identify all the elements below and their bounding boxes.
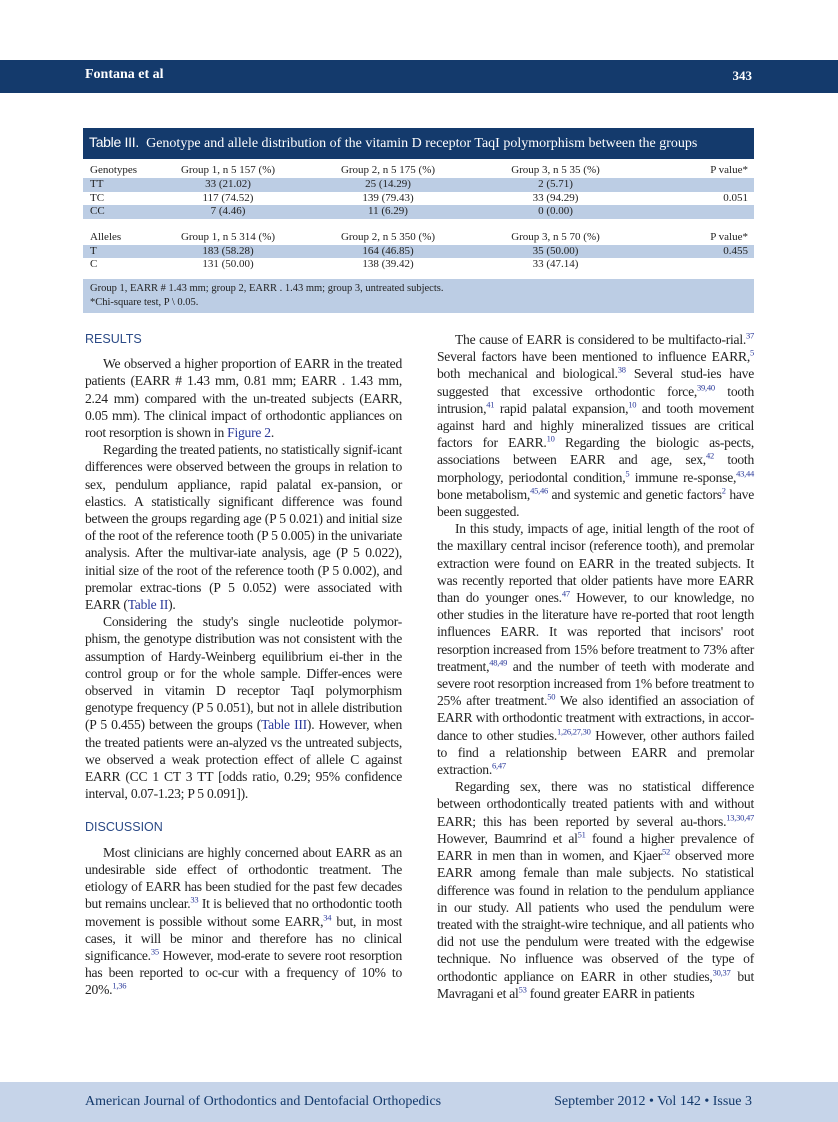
citation[interactable]: 39,40 xyxy=(697,382,715,393)
running-header xyxy=(0,60,838,93)
table-footnote: *Chi-square test, P \ 0.05. xyxy=(90,296,199,308)
table-cell: T xyxy=(90,244,97,257)
table-cell: 139 (79.43) xyxy=(362,191,414,204)
table-cell: 11 (6.29) xyxy=(368,205,408,217)
citation[interactable]: 10 xyxy=(628,399,637,410)
table-cell: Group 1, n 5 314 (%) xyxy=(180,230,276,243)
paragraph xyxy=(85,844,402,999)
page-footer xyxy=(0,1082,838,1122)
text: and tooth movement against hard and highly mineralized tissues are critical factors for EARR. xyxy=(437,400,755,451)
text: and the number of teeth with moderate and severe root resorption increased from 1% before treatment to 25% after treatment. xyxy=(437,658,754,709)
text: ). However, when the treated patients were an-alyzed vs the untreated subjects, we observed a weak protection effect of allele C against EARR (CC 1 CT 3 TT [odds ratio, 0.29; 95% confidence interval, 0.07-1.23; P 5 0.091]). xyxy=(85,717,403,802)
text: The cause of EARR is considered to be multifacto-rial. xyxy=(455,332,746,347)
table-cell: P value* xyxy=(710,230,748,243)
table-cell: Genotypes xyxy=(90,164,138,176)
text: bone metabolism, xyxy=(437,486,531,502)
table-cell: Group 1, n 5 157 (%) xyxy=(180,164,276,176)
citation[interactable]: 5 xyxy=(625,468,630,479)
text: Regarding the biologic as-pects, associations between EARR and age, sex, xyxy=(437,435,754,468)
text: tooth intrusion, xyxy=(437,383,754,416)
table-cell: 138 (39.42) xyxy=(362,258,414,270)
table-row xyxy=(83,205,754,219)
table-footnotes xyxy=(83,279,754,313)
table-label: Table III. xyxy=(89,134,139,150)
table-cell: Group 3, n 5 70 (%) xyxy=(511,230,600,243)
citation[interactable]: 37 xyxy=(746,330,754,341)
citation[interactable]: 33 xyxy=(190,894,199,905)
table-row xyxy=(83,245,754,259)
table-cell xyxy=(638,178,754,192)
text: We observed a higher proportion of EARR in the treated patients (EARR # 1.43 mm, 0.81 mm; EARR . 1.43 mm, 2.24 mm) compared with the un-treated subjects (EARR, 0.05 mm). The clinical impact of orthodontic appliances on root resorption is shown in xyxy=(85,356,402,441)
paragraph xyxy=(437,331,754,520)
table-cell: CC xyxy=(90,205,105,217)
citation[interactable]: 34 xyxy=(323,911,332,922)
table-cell: 25 (14.29) xyxy=(365,178,411,190)
text: and systemic and genetic factors xyxy=(547,486,722,502)
text: tooth morphology, periodontal condition, xyxy=(437,452,755,485)
citation[interactable]: 6,47 xyxy=(492,760,506,771)
citation[interactable]: 41 xyxy=(486,399,495,410)
cross-reference-link[interactable]: Figure 2 xyxy=(227,425,271,441)
table-cell xyxy=(638,258,754,272)
section-heading: DISCUSSION xyxy=(85,820,163,835)
text: but Mavragani et al xyxy=(437,968,754,1001)
table-row xyxy=(83,192,754,206)
table-cell: 183 (58.28) xyxy=(202,244,254,257)
text: We also identified an association of EARR with orthodontic treatment with extractions, in accor-dance to other studies. xyxy=(437,693,754,743)
table-header-row xyxy=(83,229,754,245)
text: Several stud-ies have suggested that excessive orthodontic force, xyxy=(437,366,755,399)
citation[interactable]: 48,49 xyxy=(489,657,508,668)
text: In this study, impacts of age, initial length of the root of the maxillary central incisor (reference tooth), and premolar extraction were found on EARR in the treated subjects. It was recently reported that older patients have more EARR than do younger ones. xyxy=(437,521,754,606)
citation[interactable]: 2 xyxy=(721,485,726,496)
text: Regarding sex, there was no statistical difference between orthodontically treated patients with and without EARR; this has been reported by several au-thors. xyxy=(437,779,754,829)
table-cell xyxy=(638,205,754,219)
citation[interactable]: 10 xyxy=(546,433,555,444)
text: However, Baumrind et al xyxy=(437,830,578,846)
citation[interactable]: 5 xyxy=(750,347,754,358)
citation[interactable]: 1,36 xyxy=(112,980,127,991)
table-cell: C xyxy=(90,258,98,270)
table-cell: 33 (21.02) xyxy=(205,178,251,190)
table-row xyxy=(83,258,754,272)
text: However, mod-erate to severe root resorption has been reported to oc-cur with a frequency of 10% to 20%. xyxy=(85,947,402,998)
text: . xyxy=(270,425,274,441)
paragraph xyxy=(437,778,754,1002)
text: Considering the study's single nucleotide polymor-phism, the genotype distribution was not consistent with the assumption of Hardy-Weinberg equilibrium ei-ther in the control group or for the whole sample. Differ-ences were observed in vitamin D receptor TaqI polymorphism genotype frequency (P 5 0.051), but not in allele distribution (P 5 0.455) between the groups ( xyxy=(85,614,402,733)
table-cell: 0.455 xyxy=(723,244,748,257)
text: have been suggested. xyxy=(437,486,754,520)
text: but, in most cases, it will be minor and therefore has no clinical significance. xyxy=(85,913,402,963)
table-cell: Group 2, n 5 350 (%) xyxy=(340,230,436,243)
table-caption: Genotype and allele distribution of the vitamin D receptor TaqI polymorphism between the groups xyxy=(146,136,698,151)
table-cell: 33 (94.29) xyxy=(532,191,579,204)
cross-reference-link[interactable]: Table III xyxy=(261,717,307,733)
table-cell: Alleles xyxy=(90,230,122,243)
text: Several factors have been mentioned to influence EARR, xyxy=(437,349,750,365)
citation[interactable]: 13,30,47 xyxy=(726,812,754,823)
table-row xyxy=(83,178,754,192)
running-title: Fontana et al xyxy=(85,67,164,82)
journal-name: American Journal of Orthodontics and Dentofacial Orthopedics xyxy=(85,1094,442,1109)
text: Most clinicians are highly concerned about EARR as an undesirable side effect of orthodontic treatment. The etiology of EARR has been studied for the past few decades but remains unclear. xyxy=(85,844,402,912)
paragraph xyxy=(437,520,754,778)
paragraph xyxy=(85,441,402,613)
citation[interactable]: 38 xyxy=(617,364,626,375)
cross-reference-link[interactable]: Table II xyxy=(127,597,169,613)
table-title xyxy=(83,128,754,159)
table-cell: 164 (46.85) xyxy=(362,244,414,257)
citation[interactable]: 42 xyxy=(705,450,714,461)
page-number: 343 xyxy=(732,68,752,83)
citation[interactable]: 47 xyxy=(561,588,570,599)
left-column xyxy=(85,331,402,999)
table-cell: 0.051 xyxy=(723,191,748,204)
citation[interactable]: 50 xyxy=(547,691,556,702)
table-cell: TT xyxy=(90,178,104,190)
section-heading: RESULTS xyxy=(85,332,142,346)
citation[interactable]: 30,37 xyxy=(712,966,731,977)
citation[interactable]: 52 xyxy=(662,846,671,857)
table-cell: 33 (47.14) xyxy=(532,258,579,270)
citation[interactable]: 43,44 xyxy=(736,468,754,479)
table-cell: Group 3, n 5 35 (%) xyxy=(511,164,600,176)
issue-info: September 2012 • Vol 142 • Issue 3 xyxy=(554,1094,752,1109)
paragraph xyxy=(85,613,402,802)
text: However, to our knowledge, no other studies in the literature have re-ported that root length influences EARR. It was reported that incisors' root resorption increased from 15% before treatment to 73% after treatment, xyxy=(437,590,754,674)
table-cell: 7 (4.46) xyxy=(210,205,246,217)
citation[interactable]: 53 xyxy=(518,984,527,995)
table-header-row xyxy=(83,162,754,178)
text: rapid palatal expansion, xyxy=(494,400,629,416)
table-cell: Group 2, n 5 175 (%) xyxy=(340,164,436,176)
text: both mechanical and biological. xyxy=(437,366,618,382)
citation[interactable]: 51 xyxy=(577,829,586,840)
text: found a higher prevalence of EARR in men than in women, and Kjaer xyxy=(437,830,754,864)
text: ). xyxy=(168,597,176,613)
citation[interactable]: 35 xyxy=(150,946,159,957)
right-column xyxy=(437,331,754,1002)
text: found greater EARR in patients xyxy=(526,985,695,1001)
table-cell: 131 (50.00) xyxy=(202,258,254,270)
table-cell: TC xyxy=(90,191,105,204)
paragraph xyxy=(85,355,402,441)
table-cell: 35 (50.00) xyxy=(532,244,579,257)
table-cell: 117 (74.52) xyxy=(202,191,254,204)
text: It is believed that no orthodontic tooth movement is possible without some EARR, xyxy=(85,896,402,929)
text: observed more EARR among female than male subjects. No statistical difference was found in relation to the pendulum appliance in our study. All patients who used the pendulum were treated with the straight-wire technique, and all patients who did not use the pendulum were treated with the edgewise technique. No influence was observed of the type of orthodontic appliance on EARR in other studies, xyxy=(437,848,754,984)
citation[interactable]: 45,46 xyxy=(530,485,548,496)
citation[interactable]: 1,26,27,30 xyxy=(557,726,591,737)
text: immune re-sponse, xyxy=(629,469,737,485)
table-cell: 2 (5.71) xyxy=(538,178,573,190)
text: However, other authors failed to find a relationship between EARR and premolar extraction. xyxy=(437,727,754,778)
text: Regarding the treated patients, no statistically signif-icant differences were observed between the groups in relation to sex, pendulum appliance, rapid palatal ex-pansion, or elastics. A statistically significant difference was found between the groups regarding age (P 5 0.021) and initial size of the root of the reference tooth (P 5 0.005) in the univariate analysis. After the multivar-iate analysis, age (P 5 0.022), initial size of the root of the reference tooth (P 5 0.002), and premolar extrac-tions (P 5 0.052) were associated with EARR ( xyxy=(85,442,402,613)
table-iii xyxy=(83,128,754,313)
table-footnote: Group 1, EARR # 1.43 mm; group 2, EARR . 1.43 mm; group 3, untreated subjects. xyxy=(90,282,444,294)
table-cell: P value* xyxy=(710,164,748,176)
table-cell: 0 (0.00) xyxy=(538,205,573,217)
